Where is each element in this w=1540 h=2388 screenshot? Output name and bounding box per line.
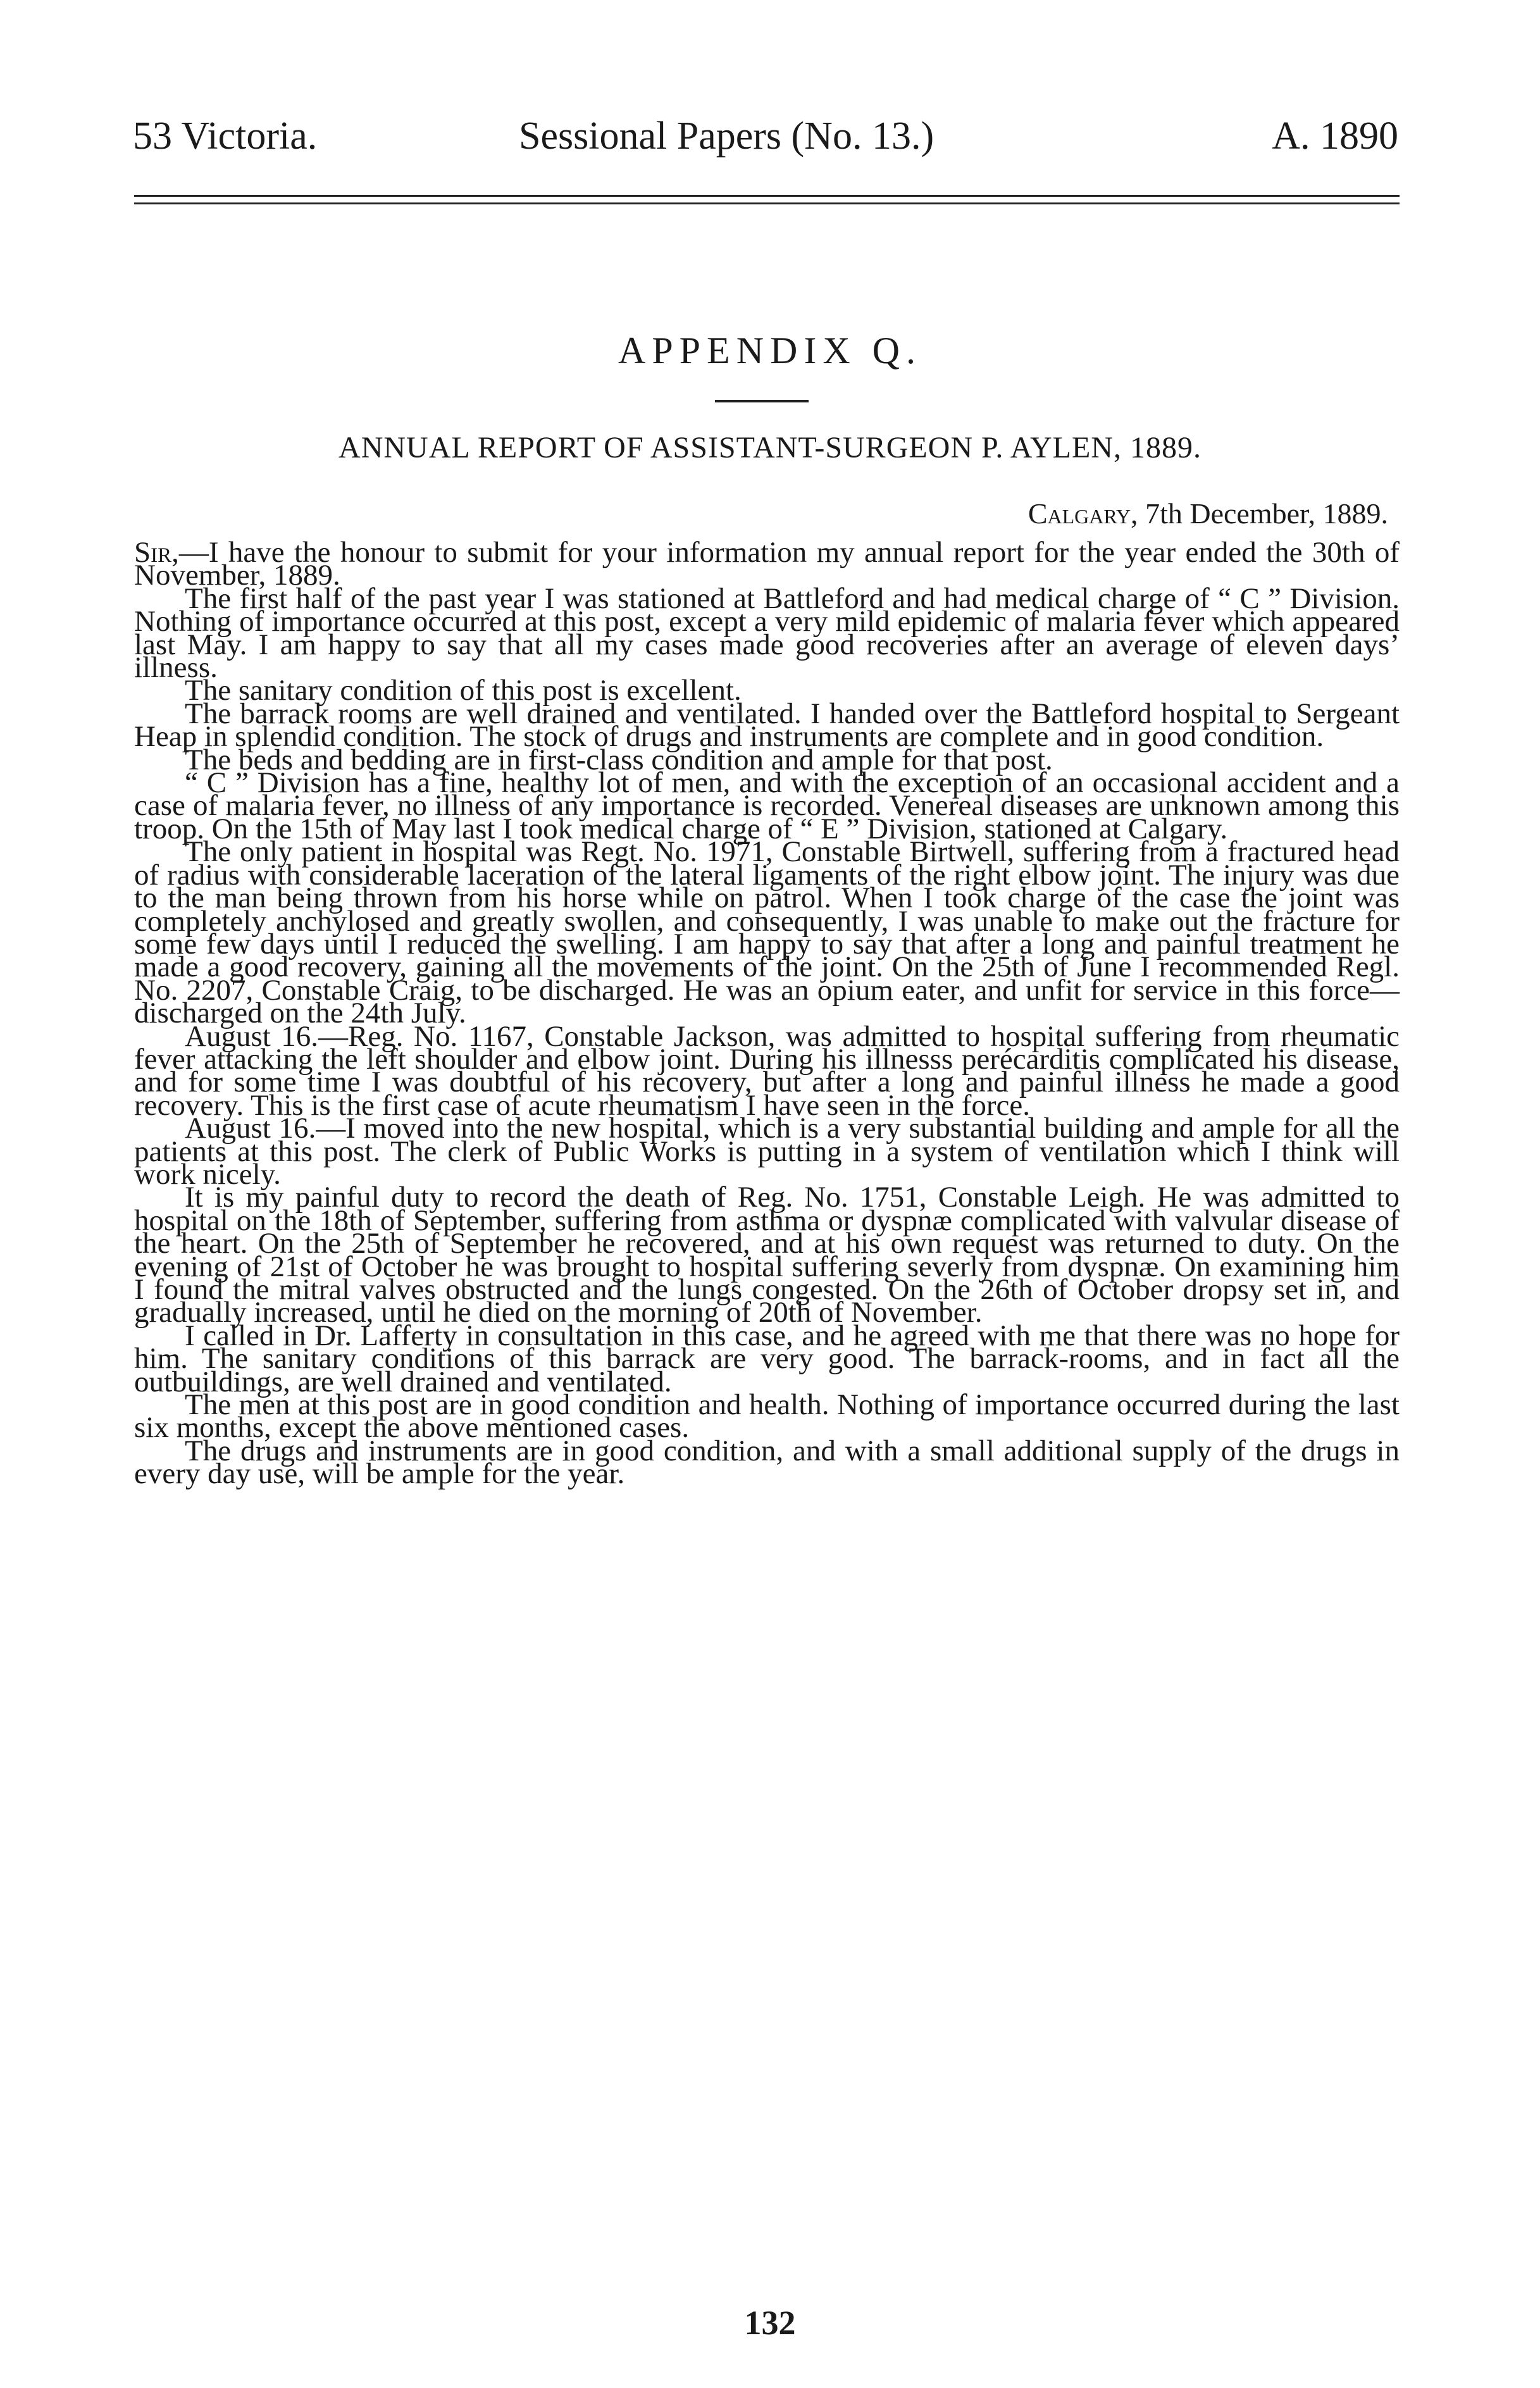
paragraph: The first half of the past year I was stationed at Battleford and had medical charge of “ C ” Division. Nothing of importance occurred at this post, except a very mild epidemic of malaria fever which appeared last May. I am happy to say that all my cases made good recoveries after an average of eleven days’ illness. (134, 581, 1400, 685)
header-volume: 53 Victoria. (133, 115, 318, 158)
header-rule-bottom (134, 202, 1400, 204)
report-body (134, 536, 1400, 1491)
header-sessional-papers: Sessional Papers (No. 13.) (519, 115, 935, 158)
paragraph: Sir,—I have the honour to submit for your information my annual report for the year ended the 30th of November, 1889. (134, 536, 1400, 592)
header-year: A. 1890 (1272, 115, 1398, 158)
report-title: ANNUAL REPORT OF ASSISTANT-SURGEON P. AYLEN, 1889. (338, 431, 1202, 464)
salutation: Sir, (134, 536, 179, 569)
paragraph: The barrack rooms are well drained and ventilated. I handed over the Battleford hospital to Sergeant Heap in splendid condition. The stock of drugs and instruments are complete and in good condition. (134, 697, 1400, 754)
dateline-date: 7th December, 1889. (1138, 497, 1388, 530)
paragraph: The beds and bedding are in first-class condition and ample for that post. (185, 743, 1053, 776)
paragraph: I called in Dr. Lafferty in consultation in this case, and he agreed with me that there was no hope for him. The sanitary conditions of this barrack are very good. The barrack-rooms, and in fact all the outbuildings, are well drained and ventilated. (134, 1319, 1400, 1398)
paragraph: The only patient in hospital was Regt. No. 1971, Constable Birtwell, suffering from a fractured head of radius with considerable laceration of the lateral ligaments of the right elbow joint. The injury was due to the man being thrown from his horse while on patrol. When I took charge of the case the joint was completely anchylosed and greatly swollen, and consequently, I was unable to make out the fracture for some few days until I reduced the swelling. I am happy to say that after a long and painful treatment he made a good recovery, gaining all the movements of the joint. On the 25th of June I recommended Regl. No. 2207, Constable Craig, to be discharged. He was an opium eater, and unfit for service in this force—discharged on the 24th July. (134, 835, 1400, 1030)
paragraph: The men at this post are in good condition and health. Nothing of importance occurred during the last six months, except the above mentioned cases. (134, 1388, 1400, 1445)
header-rule-top (134, 195, 1400, 197)
dateline (1028, 497, 1388, 530)
paragraph: August 16.—Reg. No. 1167, Constable Jackson, was admitted to hospital suffering from rheumatic fever attacking the left shoulder and elbow joint. During his illnesss perécarditis complicated his disease, and for some time I was doubtful of his recovery, but after a long and painful illness he made a good recovery. This is the first case of acute rheumatism I have seen in the force. (134, 1019, 1400, 1122)
title-divider (715, 400, 809, 402)
dateline-place: Calgary, (1028, 497, 1138, 530)
paragraph: The drugs and instruments are in good condition, and with a small additional supply of the drugs in every day use, will be ample for the year. (134, 1434, 1400, 1491)
paragraph: It is my painful duty to record the death of Reg. No. 1751, Constable Leigh. He was admitted to hospital on the 18th of September, suffering from asthma or dyspnæ complicated with valvular disease of the heart. On the 25th of September he recovered, and at his own request was returned to duty. On the evening of 21st of October he was brought to hospital suffering severly from dyspnæ. On examining him I found the mitral valves obstructed and the lungs congested. On the 26th of October dropsy set in, and gradually increased, until he died on the morning of 20th of November. (134, 1181, 1400, 1329)
paragraph: August 16.—I moved into the new hospital, which is a very substantial building and ample for all the patients at this post. The clerk of Public Works is putting in a system of ventilation which I think will work nicely. (134, 1112, 1400, 1191)
running-header (133, 114, 1398, 165)
paragraph: “ C ” Division has a fine, healthy lot of men, and with the exception of an occasional accident and a case of malaria fever, no illness of any importance is recorded. Venereal diseases are unknown among this troop. On the 15th of May last I took medical charge of “ E ” Division, stationed at Calgary. (134, 766, 1400, 845)
appendix-title: APPENDIX Q. (618, 330, 922, 371)
paragraph: The sanitary condition of this post is excellent. (185, 674, 742, 707)
page-number: 132 (744, 2304, 796, 2342)
